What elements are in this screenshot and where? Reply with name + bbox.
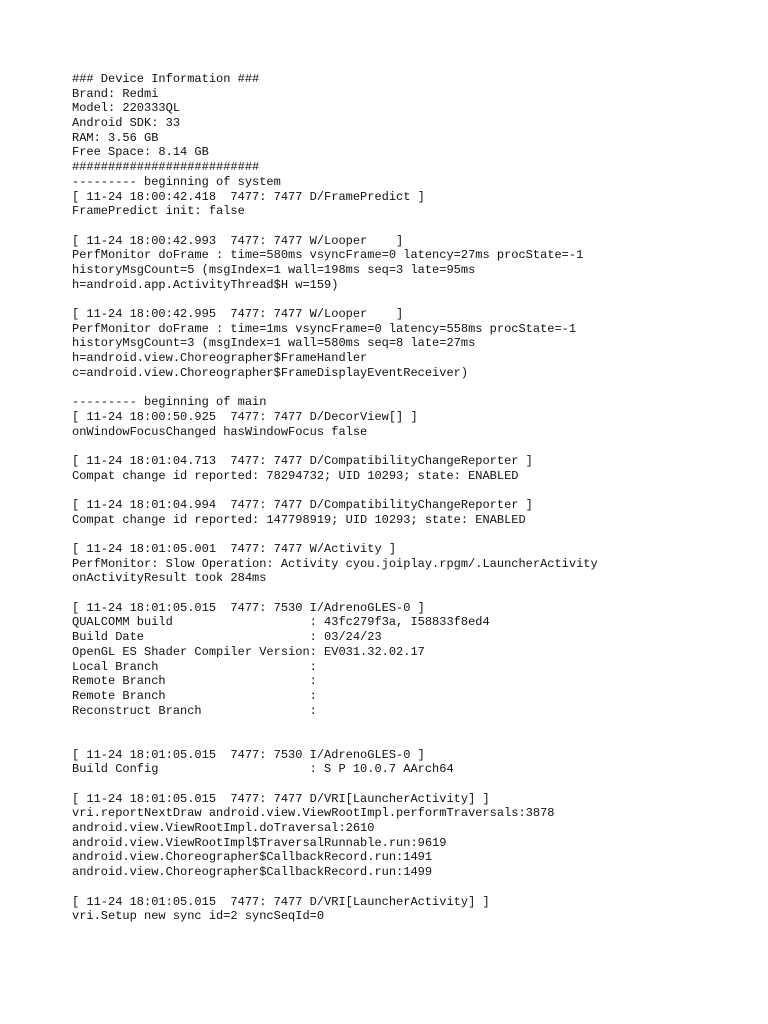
log-line: [ 11-24 18:01:05.015 7477: 7530 I/AdrenoGLES-0 ] [72,747,425,762]
log-line [72,777,598,792]
log-line: historyMsgCount=5 (msgIndex=1 wall=198ms seq=3 late=95ms [72,262,476,277]
log-line: Build Date : 03/24/23 [72,630,382,645]
log-line: RAM: 3.56 GB [72,130,159,145]
log-line: [ 11-24 18:01:05.015 7477: 7477 D/VRI[LauncherActivity] ] [72,894,490,909]
log-line: android.view.ViewRootImpl$TraversalRunnable.run:9619 [72,835,447,850]
log-line [72,527,598,542]
log-line [72,292,598,307]
log-line: PerfMonitor doFrame : time=580ms vsyncFrame=0 latency=27ms procState=-1 [72,248,584,263]
log-line: QUALCOMM build : 43fc279f3a, I58833f8ed4 [72,615,490,630]
log-line [72,880,598,895]
log-line: --------- beginning of main [72,395,267,410]
log-line: [ 11-24 18:01:05.015 7477: 7530 I/AdrenoGLES-0 ] [72,600,425,615]
log-line [72,439,598,454]
log-line: android.view.Choreographer$CallbackRecord.run:1491 [72,850,433,865]
log-line: [ 11-24 18:01:05.001 7477: 7477 W/Activity ] [72,542,397,556]
log-line: [ 11-24 18:00:42.418 7477: 7477 D/FramePredict ] [72,189,425,204]
log-line: [ 11-24 18:00:50.925 7477: 7477 D/DecorView[] ] [72,409,418,424]
log-line [72,380,598,395]
log-line: PerfMonitor doFrame : time=1ms vsyncFrame=0 latency=558ms procState=-1 [72,321,577,336]
log-line [72,219,598,234]
log-line [72,483,598,498]
log-line: ########################## [72,160,260,175]
log-line: OpenGL ES Shader Compiler Version: EV031.32.02.17 [72,644,425,659]
log-line: android.view.Choreographer$CallbackRecord.run:1499 [72,865,433,880]
log-line: Android SDK: 33 [72,116,181,131]
log-line: onWindowFocusChanged hasWindowFocus false [72,424,368,439]
log-line: Remote Branch : [72,674,317,689]
log-text [72,72,598,924]
log-line: Model: 220333QL [72,101,181,116]
log-line: [ 11-24 18:01:05.015 7477: 7477 D/VRI[LauncherActivity] ] [72,791,490,806]
log-line: onActivityResult took 284ms [72,571,267,586]
log-line [72,586,598,601]
log-line: [ 11-24 18:00:42.993 7477: 7477 W/Looper ] [72,233,404,248]
log-line: Compat change id reported: 78294732; UID 10293; state: ENABLED [72,468,519,483]
log-line: ### Device Information ### [72,72,260,86]
log-line: Reconstruct Branch : [72,703,317,718]
log-line: Local Branch : [72,659,317,674]
log-line: [ 11-24 18:01:04.994 7477: 7477 D/CompatibilityChangeReporter ] [72,497,533,512]
log-line: c=android.view.Choreographer$FrameDisplayEventReceiver) [72,365,469,380]
log-line: Free Space: 8.14 GB [72,145,209,160]
log-line: vri.Setup new sync id=2 syncSeqId=0 [72,909,325,924]
log-line: FramePredict init: false [72,204,245,219]
log-line: [ 11-24 18:01:04.713 7477: 7477 D/CompatibilityChangeReporter ] [72,453,533,468]
log-line: Brand: Redmi [72,86,159,101]
log-line: Build Config : S P 10.0.7 AArch64 [72,762,454,777]
log-line: h=android.view.Choreographer$FrameHandler [72,351,368,366]
log-line: PerfMonitor: Slow Operation: Activity cyou.joiplay.rpgm/.LauncherActivity [72,556,598,571]
log-line: --------- beginning of system [72,174,281,189]
log-line: historyMsgCount=3 (msgIndex=1 wall=580ms seq=8 late=27ms [72,336,476,351]
log-line: android.view.ViewRootImpl.doTraversal:2610 [72,821,375,836]
log-line: h=android.app.ActivityThread$H w=159) [72,277,339,292]
log-line: vri.reportNextDraw android.view.ViewRootImpl.performTraversals:3878 [72,806,555,821]
log-line: Remote Branch : [72,688,317,703]
log-line: [ 11-24 18:00:42.995 7477: 7477 W/Looper ] [72,307,404,321]
log-line: Compat change id reported: 147798919; UID 10293; state: ENABLED [72,512,526,527]
log-line [72,733,598,748]
log-line [72,718,598,733]
